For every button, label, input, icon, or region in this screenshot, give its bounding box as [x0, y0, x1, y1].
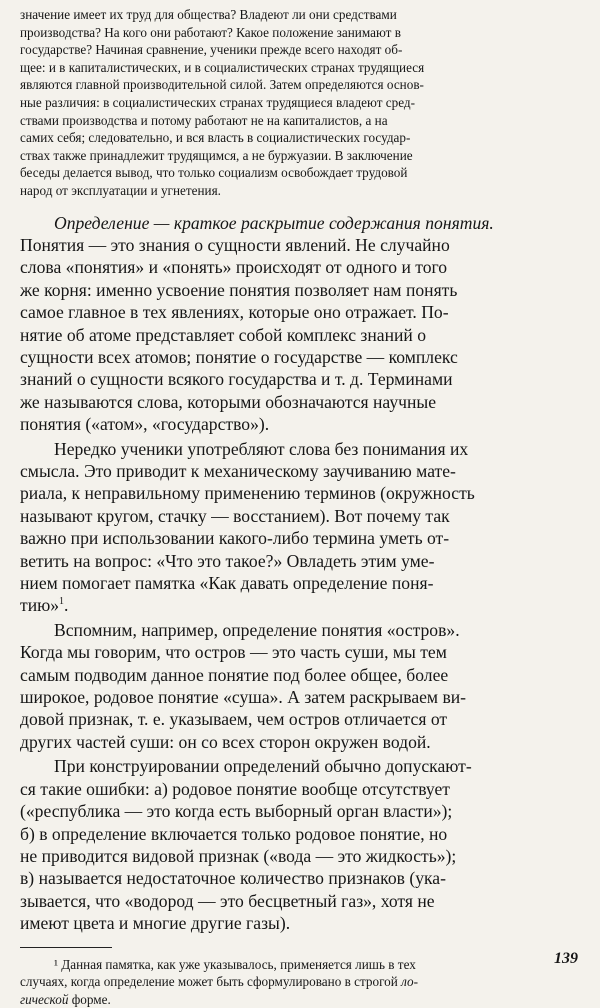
text-line: Понятия — это знания о сущности явлений. Не случайно: [20, 234, 450, 255]
paragraph-definition: [20, 212, 582, 436]
text-fragment: случаях, когда определение может быть сформулировано в строгой: [20, 974, 398, 990]
text-line: широкое, родовое понятие «суша». А затем раскрываем ви-: [20, 687, 467, 708]
text-line: других частей суши: он со всех сторон окружен водой.: [20, 731, 431, 752]
text-line: Вспомним, например, определение понятия «остров».: [54, 619, 460, 640]
text-line: самих себя; следовательно, и вся власть в социалистических государ-: [20, 130, 411, 146]
text-line: («республика — это когда есть выборный орган власти»);: [20, 801, 453, 822]
text-line: зывается, что «водород — это бесцветный газ», хотя не: [20, 890, 435, 911]
text-line: щее: и в капиталистических, и в социалистических странах трудящиеся: [20, 59, 425, 75]
text-line: сущности всех атомов; понятие о государстве — комплекс: [20, 346, 458, 367]
text-line: ветить на вопрос: «Что это такое?» Овладеть этим уме-: [20, 550, 435, 571]
text-line: Когда мы говорим, что остров — это часть суши, мы тем: [20, 642, 447, 663]
text-line: слова «понятия» и «понять» происходят от одного и того: [20, 257, 448, 278]
paragraph-errors: [20, 755, 582, 934]
text-line: нятие об атоме представляет собой комплекс знаний о: [20, 324, 427, 345]
text-line: Нередко ученики употребляют слова без понимания их: [54, 438, 469, 459]
text-fragment: гической: [20, 991, 69, 1007]
text-line: имеют цвета и многие другие газы).: [20, 913, 291, 934]
paragraph-misuse: [20, 438, 582, 617]
text-line: не приводится видовой признак («вода — это жидкость»);: [20, 845, 457, 866]
text-line: называют кругом, стачку — восстанием). Вот почему так: [20, 505, 450, 526]
text-line: При конструировании определений обычно допускают-: [54, 756, 472, 777]
text-line: значение имеет их труд для общества? Владеют ли они средствами: [20, 7, 397, 22]
paragraph-island: [20, 619, 582, 753]
text-line: понятия («атом», «государство»).: [20, 414, 270, 435]
text-fragment: форме.: [71, 991, 111, 1007]
book-page: [20, 6, 582, 1007]
main-text: [20, 212, 582, 935]
footnote-line: ¹ Данная памятка, как уже указывалось, применяется лишь в тех: [54, 956, 416, 972]
text-fragment: ло-: [401, 974, 419, 990]
text-line: в) называется недостаточное количество признаков (ука-: [20, 868, 446, 889]
text-line: государстве? Начиная сравнение, ученики прежде всего находят об-: [20, 42, 403, 58]
text-line: же корня: именно усвоение понятия позволяет нам понять: [20, 279, 458, 300]
text-line: нием помогает памятка «Как давать определение поня-: [20, 573, 434, 594]
text-line: смысла. Это приводит к механическому заучиванию мате-: [20, 461, 456, 481]
text-line: ся такие ошибки: а) родовое понятие вообще отсутствует: [20, 778, 450, 799]
text-line: беседы делается вывод, что только социализм освобождает трудовой: [20, 165, 408, 181]
intro-paragraph: [20, 6, 582, 200]
footnote-divider: [20, 947, 112, 948]
text-line: ствах также принадлежит трудящимся, а не буржуазии. В заключение: [20, 147, 413, 163]
text-line: знаний о сущности всякого государства и т. д. Терминами: [20, 369, 453, 390]
footnote: [20, 956, 582, 1008]
text-line: являются главной производительной силой. Затем определяются основ-: [20, 77, 424, 93]
text-line: самым подводим данное понятие под более общее, более: [20, 664, 449, 685]
text-line: ные различия: в социалистических странах трудящиеся владеют сред-: [20, 94, 415, 110]
text-line: ствами производства и потому работают не на капиталистов, а на: [20, 112, 388, 128]
text-line: же называются слова, которыми обозначаются научные: [20, 391, 437, 412]
footnote-marker: 1: [59, 596, 65, 608]
text-fragment: тию»: [20, 595, 60, 616]
text-line: довой признак, т. е. указываем, чем остров отличается от: [20, 709, 448, 730]
page-number: 139: [554, 950, 578, 967]
text-line: самое главное в тех явлениях, которые оно отражает. По-: [20, 302, 449, 323]
section-heading: Определение — краткое раскрытие содержания понятия.: [54, 212, 494, 233]
text-line: тию»$^1$.: [20, 595, 69, 616]
text-line: важно при использовании какого-либо термина уметь от-: [20, 528, 450, 549]
footnote-line: [20, 973, 582, 991]
footnote-line: [20, 991, 582, 1008]
text-line: б) в определение включается только родовое понятие, но: [20, 823, 448, 844]
text-line: риала, к неправильному применению терминов (окружность: [20, 483, 475, 504]
text-line: народ от эксплуатации и угнетения.: [20, 182, 221, 198]
text-line: производства? На кого они работают? Какое положение занимают в: [20, 24, 401, 40]
